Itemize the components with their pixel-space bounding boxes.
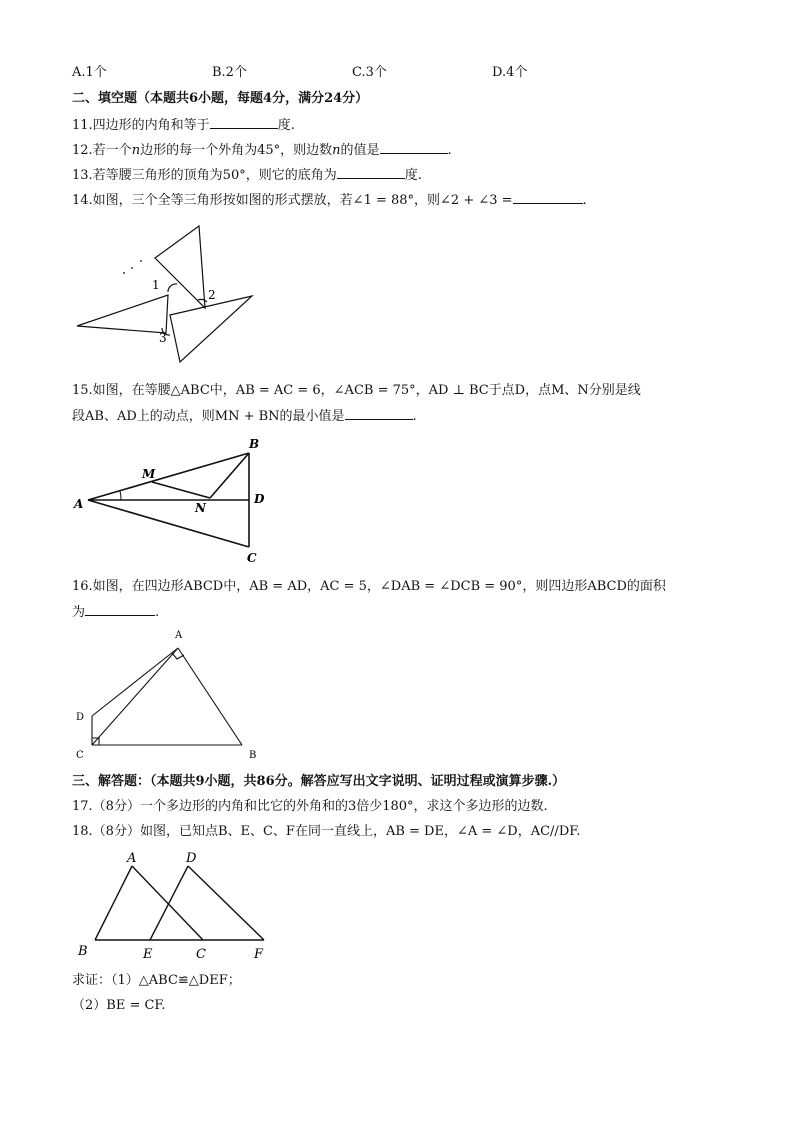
- q11-answer-blank[interactable]: [210, 116, 278, 129]
- question-16-line-2: [72, 603, 159, 622]
- fig18-label-c: C: [196, 947, 206, 962]
- q15-answer-blank[interactable]: [345, 407, 413, 420]
- question-15-line-2: [72, 407, 417, 426]
- fig18-label-f: F: [254, 947, 264, 962]
- fig14-dot: [131, 267, 133, 269]
- question-11: [72, 116, 295, 135]
- q16-tail: .: [155, 605, 160, 620]
- option-a: A.1个: [72, 65, 107, 80]
- fig14-dot: [123, 272, 125, 274]
- question-13: [72, 166, 422, 185]
- q13-answer-blank[interactable]: [337, 166, 405, 179]
- fig16-label-a: A: [175, 630, 183, 641]
- question-16-line-1: 16.如图，在四边形ABCD中，AB = AD，AC = 5，∠DAB = ∠DCB = 90°，则四边形ABCD的面积: [72, 579, 666, 594]
- q12-tail: .: [447, 143, 452, 158]
- fig15-label-c: C: [247, 551, 257, 565]
- fig14-label-1: 1: [152, 278, 160, 292]
- q12-var2: n: [332, 143, 341, 158]
- fig14-dot: [140, 260, 142, 262]
- option-b: B.2个: [212, 65, 247, 80]
- fig15-label-a: A: [74, 497, 84, 511]
- fig15-label-d: D: [254, 492, 265, 506]
- fig16-label-b: B: [249, 750, 257, 761]
- q13-text: 13.若等腰三角形的顶角为50°，则它的底角为: [72, 168, 337, 183]
- fig18-label-d: D: [186, 851, 197, 866]
- option-c: C.3个: [352, 65, 387, 80]
- q16-line2: 为: [72, 605, 86, 620]
- question-12: [72, 141, 452, 160]
- q11-text: 11.四边形的内角和等于: [72, 118, 210, 133]
- question-14: [72, 191, 587, 210]
- q14-text: 14.如图，三个全等三角形按如图的形式摆放，若∠1 = 88°，则∠2 + ∠3 =: [72, 193, 513, 208]
- proof-part-2: （2）BE = CF.: [72, 998, 166, 1013]
- section-2-title: 二、填空题（本题共6小题，每题4分，满分24分）: [72, 91, 369, 106]
- question-15-line-1: 15.如图，在等腰△ABC中，AB = AC = 6，∠ACB = 75°，AD ⊥ BC于点D，点M、N分别是线: [72, 383, 641, 398]
- q12-pre: 12.若一个: [72, 143, 132, 158]
- fig14-label-3: 3: [159, 331, 167, 345]
- fig15-label-b: B: [249, 437, 260, 451]
- fig18-label-a: A: [127, 851, 137, 866]
- fig18-label-b: B: [78, 944, 88, 959]
- q12-post: 的值是: [340, 143, 380, 158]
- fig16-label-c: C: [76, 750, 84, 761]
- fig15-label-m: M: [142, 467, 156, 481]
- q15-line2: 段AB、AD上的动点，则MN + BN的最小值是: [72, 409, 345, 424]
- q12-mid: 边形的每一个外角为45°，则边数: [140, 143, 333, 158]
- q13-tail: 度.: [404, 168, 422, 183]
- q11-tail: 度.: [277, 118, 295, 133]
- question-18: 18.（8分）如图，已知点B、E、C、F在同一直线上，AB = DE，∠A = ∠D，AC//DF.: [72, 824, 581, 839]
- q14-tail: .: [582, 193, 587, 208]
- q14-answer-blank[interactable]: [513, 191, 583, 204]
- question-17: 17.（8分）一个多边形的内角和比它的外角和的3倍少180°，求这个多边形的边数.: [72, 799, 548, 814]
- q12-answer-blank[interactable]: [380, 141, 448, 154]
- q15-tail: .: [412, 409, 417, 424]
- section-3-title: 三、解答题：（本题共9小题，共86分。解答应写出文字说明、证明过程或演算步骤.）: [72, 774, 566, 789]
- fig14-label-2: 2: [208, 288, 216, 302]
- q16-answer-blank[interactable]: [85, 603, 155, 616]
- fig18-label-e: E: [143, 947, 153, 962]
- q12-var: n: [131, 143, 141, 158]
- option-d: D.4个: [492, 65, 528, 80]
- fig15-label-n: N: [195, 501, 206, 515]
- proof-part-1: 求证：（1）△ABC≌△DEF；: [72, 973, 241, 988]
- fig16-label-d: D: [76, 712, 85, 723]
